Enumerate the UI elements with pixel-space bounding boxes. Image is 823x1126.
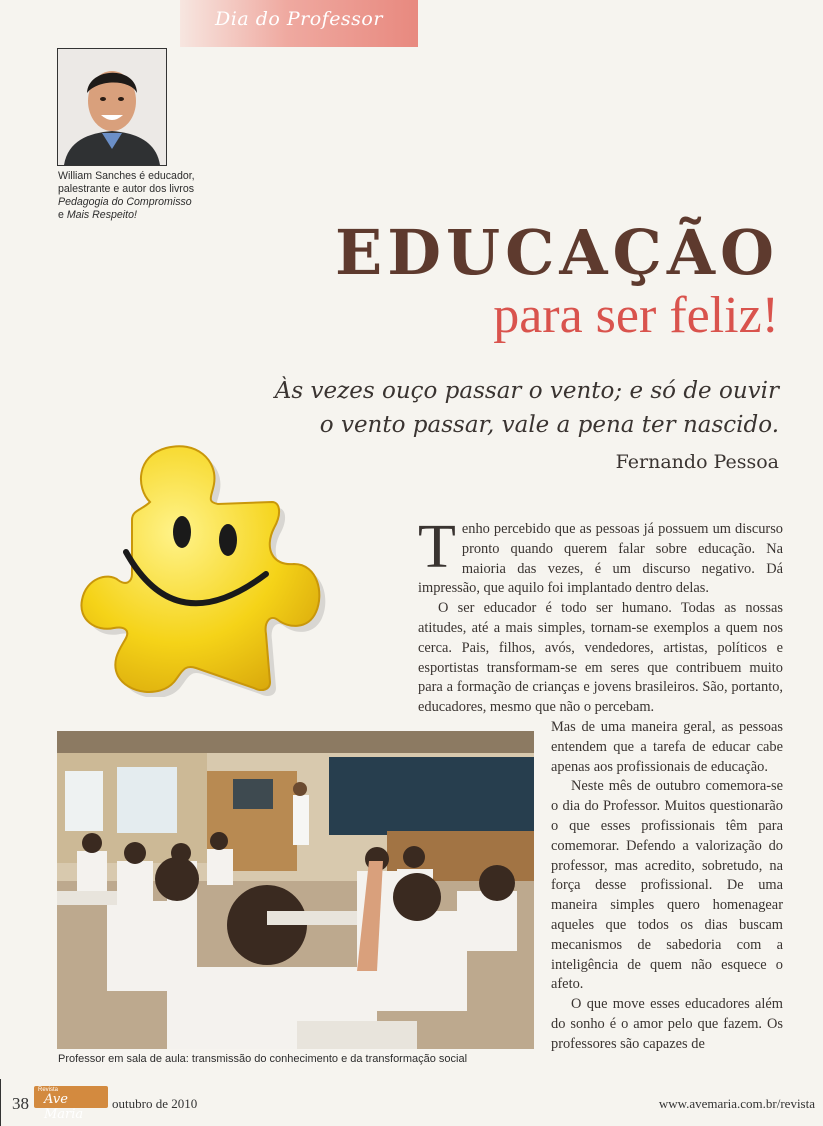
epigraph-line-2: o vento passar, vale a pena ter nascido. [319, 412, 779, 438]
author-bio-and: e [58, 209, 67, 221]
magazine-logo-small: Revista [38, 1087, 59, 1093]
epigraph-line-1: Às vezes ouço passar o vento; e só de ouvir [274, 378, 779, 404]
page-number: 38 [12, 1094, 29, 1113]
drop-cap: T [418, 513, 456, 581]
article-title: EDUCAÇÃO [335, 216, 779, 289]
footer-rule [0, 1079, 1, 1126]
author-bio: William Sanches é educador, palestrante e autor dos livros [58, 170, 195, 195]
classroom-photo [57, 731, 534, 1049]
book-title-1: Pedagogia do Compromisso [58, 196, 192, 208]
paragraph-2-continued: Mas de uma maneira geral, as pessoas entendem que a tarefa de educar cabe apenas aos profissionais de educação. [551, 719, 783, 775]
smiley-puzzle-piece-icon [66, 432, 326, 697]
section-title: Dia do Professor [215, 8, 383, 30]
paragraph-3: Neste mês de outubro comemora-se o dia do Professor. Muitos questionarão o que esses profissionais têm para comemorar. Defendo a valorização do professor, mas acredito, sobretudo, na força desse profissional. De uma maneira simples quero homenagear aqueles que todos os dias buscam mecanismos de sabedoria com a inteligência de quem não esquece o afeto. [551, 778, 783, 993]
magazine-logo [34, 1086, 108, 1122]
paragraph-2: O ser educador é todo ser humano. Todas as nossas atitudes, até a mais simples, tornam-se exemplos a quem nos cerca. Pais, filhos, avós, vendedores, artistas, políticos e esportistas transformam-se em seres que contribuem muito para a formação de crianças e jovens brasileiros. São, portanto, educadores, mesmo que não o percebam. [418, 600, 783, 716]
paragraph-1 [418, 513, 783, 599]
article-body-bottom [551, 718, 783, 1055]
paragraph-1-text: enho percebido que as pessoas já possuem um discurso pronto quando querem falar sobre educação. Na maioria das vezes, é um discurso negativo. Dá impressão, que aquilo foi implantado dentro delas. [418, 521, 783, 597]
section-tab [180, 0, 418, 47]
site-url[interactable]: www.avemaria.com.br/revista [658, 1096, 815, 1111]
author-photo [57, 48, 167, 166]
author-caption [58, 170, 198, 222]
magazine-logo-name: Ave Maria [44, 1092, 84, 1122]
epigraph-author: Fernando Pessoa [615, 451, 779, 473]
issue-date: outubro de 2010 [112, 1096, 198, 1111]
article-subtitle: para ser feliz! [493, 287, 779, 344]
article-body-top [418, 513, 783, 718]
paragraph-4: O que move esses educadores além do sonho é o amor pelo que fazem. Os professores são capazes de [551, 996, 783, 1052]
photo-caption: Professor em sala de aula: transmissão do conhecimento e da transformação social [58, 1053, 468, 1065]
book-title-2: Mais Respeito! [66, 209, 137, 221]
